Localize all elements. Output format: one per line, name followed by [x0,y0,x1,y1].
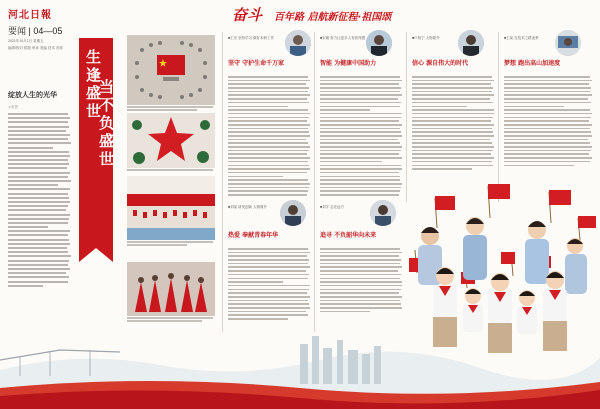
article-body-text [228,76,310,198]
essay-body-text [8,113,72,287]
article-body-text [320,76,402,198]
paper-name: 河北日報 [8,10,52,21]
ribbon-char: 生 [86,48,102,66]
headline-keyword: 坚守 [228,60,241,67]
article-body-text [320,248,402,314]
photo-star-hands [127,113,215,168]
photo-caption-1 [127,106,215,112]
headline-keyword: 梦想 [504,60,517,67]
article-headline [320,60,376,68]
photo-caption-3 [127,241,215,247]
article-label: ■刘宇 志在远方 [320,205,345,209]
headline-text: 守护生命千万家 [242,60,285,67]
photo-caption-4 [127,317,215,323]
masthead-small-line: 2021年10月1日 星期五 [8,39,44,43]
portrait-photo [458,30,484,56]
ribbon-char: 负 [99,114,115,132]
photo-flag-crowd [127,176,215,240]
headline-text: 跑出高山加速度 [518,60,561,67]
column-divider [314,32,315,332]
headline-keyword: 智能 [320,60,333,67]
headline-keyword: 追寻 [320,232,333,239]
banner-brand: 奋斗 [232,6,263,24]
photo-dancers [127,262,215,316]
article-label: ■刘某 研发创新 人物简介 [228,205,268,209]
photo-caption-2 [127,169,215,172]
ribbon-char: 盛 [86,84,102,102]
ribbon-char: 逢 [86,66,102,84]
essay-title: 绽放人生的光华 [8,90,57,99]
ribbon-char: 盛 [99,132,115,150]
article-headline [228,60,284,68]
column-divider [406,32,407,202]
article-headline [320,232,376,240]
portrait-photo [280,200,306,226]
article-label: ■宋朝 努力让更多人有获得感 [320,36,366,40]
bottom-scenery [0,330,600,409]
article-headline [228,232,278,240]
article-body-text [412,76,494,172]
article-headline [412,60,468,68]
header-banner [232,4,392,24]
ribbon-char: 当 [99,78,115,96]
masthead-small-line: 编辑/校对 排版 审读 美编 技术 首席 [8,46,63,50]
photo-flag-formation [127,35,215,105]
ribbon-title-line-2 [99,78,115,168]
article-headline [504,60,560,68]
headline-text: 奉献青春年华 [242,232,279,239]
portrait-photo [366,30,392,56]
banner-subtitle: 百年路 启航新征程·祖国颂 [274,12,392,23]
article-label: ■卢扬宁 人物简介 [412,36,440,40]
column-divider [498,32,499,202]
portrait-photo [370,200,396,226]
headline-text: 源自伟大的时代 [426,60,469,67]
portrait-photo [555,30,581,56]
article-body-text [228,248,310,322]
ribbon-char: 不 [99,96,115,114]
article-label: ■王乐 坚持学习 做好本职工作 [228,36,275,40]
portrait-photo [285,30,311,56]
ribbon-char: 世 [86,102,102,120]
page-label: 要闻 | 04—05 [8,26,63,36]
headline-text: 不负韶华向未来 [334,232,377,239]
column-divider [222,32,223,332]
headline-text: 为健康中国助力 [334,60,377,67]
headline-keyword: 信心 [412,60,425,67]
left-column [8,90,72,289]
essay-author: ◎周倩 [8,105,19,109]
ribbon-title-line-1 [86,48,102,120]
article-body-text [504,76,592,168]
headline-keyword: 热爱 [228,232,241,239]
ribbon-char: 世 [99,150,115,168]
article-label: ■王某 在技术之路追梦 [504,36,539,40]
